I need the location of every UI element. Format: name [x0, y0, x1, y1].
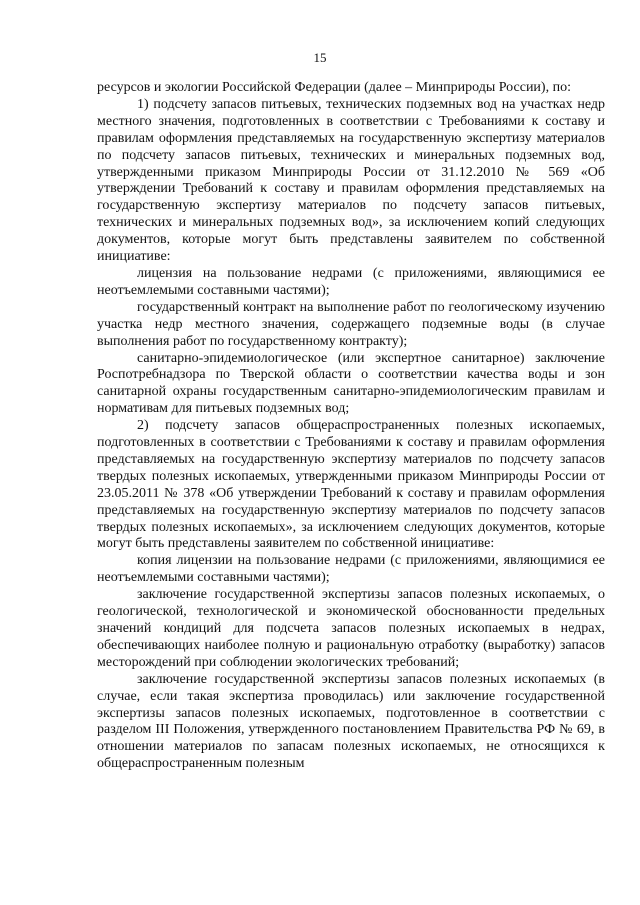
paragraph-expertise-reserves: заключение государственной экспертизы запасов полезных ископаемых (в случае, если такая экспертиза проводилась) или заключение государственной экспертизы запасов полезных ископаемых, подготовленное в соответствии с разделом III Положения, утвержденного постановлением Правительства РФ № 69, в отношении материалов по запасам полезных ископаемых, не относящихся к общераспространенным полезным: [97, 671, 605, 772]
paragraph-item-2: 2) подсчету запасов общераспространенных полезных ископаемых, подготовленных в соответствии с Требованиями к составу и правилам оформления представляемых на государственную экспертизу материалов по подсчету запасов твердых полезных ископаемых, утвержденными приказом Минприроды России от 23.05.2011 № 378 «Об утверждении Требований к составу и правилам оформления представляемых на государственную экспертизу материалов по подсчету запасов твердых полезных ископаемых», за исключением следующих документов, которые могут быть представлены заявителем по собственной инициативе:: [97, 418, 605, 552]
paragraph-license-copy: копия лицензии на пользование недрами (с приложениями, являющимися ее неотъемлемыми составными частями);: [97, 553, 605, 586]
paragraph-sanitary-conclusion: санитарно-эпидемиологическое (или экспертное санитарное) заключение Роспотребнадзора по Тверской области о соответствии качества воды и зон санитарной охраны государственным санитарно-эпидемиологическим правилам и нормативам для питьевых подземных вод;: [97, 350, 605, 417]
page-number: 15: [313, 50, 327, 65]
paragraph-expertise-conditions: заключение государственной экспертизы запасов полезных ископаемых, о геологической, технологической и экономической обоснованности предельных значений кондиций для подсчета запасов полезных ископаемых в недрах, обеспечивающих наиболее полную и рациональную отработку (выработку) запасов месторождений при соблюдении экологических требований;: [97, 587, 605, 670]
paragraph-state-contract: государственный контракт на выполнение работ по геологическому изучению участка недр местного значения, содержащего подземные воды (в случае выполнения работ по государственному контракту);: [97, 299, 605, 349]
document-body: [97, 80, 605, 773]
paragraph-item-1: 1) подсчету запасов питьевых, технических подземных вод на участках недр местного значения, подготовленных в соответствии с Требованиями к составу и правилам оформления представляемых на государственную экспертизу материалов по подсчету запасов питьевых, технических и минеральных подземных вод, утвержденными приказом Минприроды России от 31.12.2010 № 569 «Об утверждении Требований к составу и правилам оформления представляемых на государственную экспертизу материалов по подсчету запасов питьевых, технических и минеральных подземных вод», за исключением копий следующих документов, которые могут быть представлены заявителем по собственной инициативе:: [97, 96, 605, 265]
paragraph-intro: ресурсов и экологии Российской Федерации (далее – Минприроды России), по:: [97, 80, 571, 95]
paragraph-license: лицензия на пользование недрами (с приложениями, являющимися ее неотъемлемыми составными частями);: [97, 265, 605, 298]
